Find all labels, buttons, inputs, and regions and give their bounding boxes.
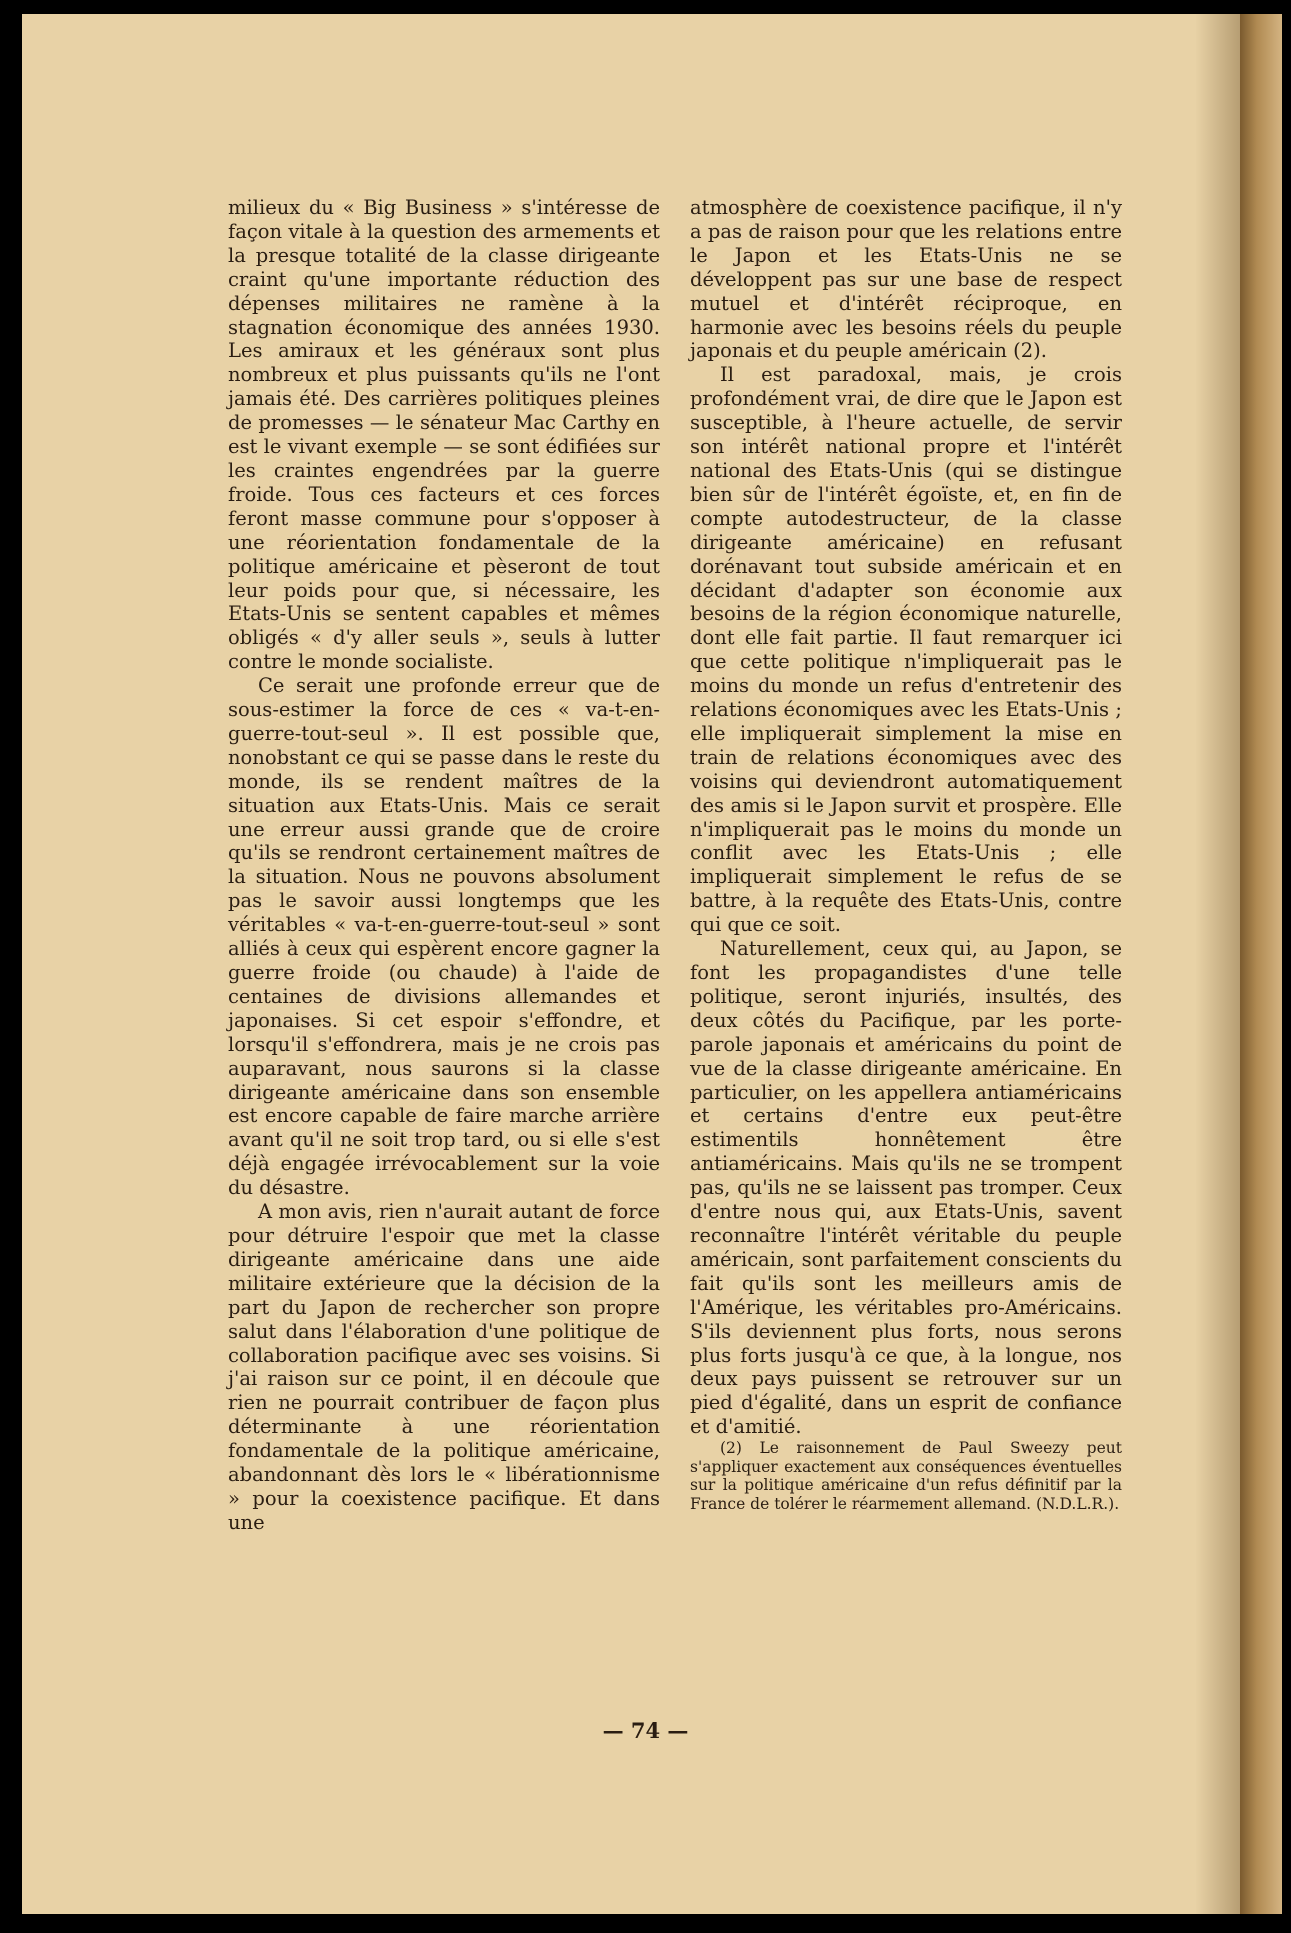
paragraph: Naturellement, ceux qui, au Japon, se font les propagandistes d'une telle politique, seront injuriés, insultés, des deux côtés du Pacifique, par les porte-parole japonais et américains du point de vue de la classe dirigeante américaine. En particulier, on les appellera antiaméricains et certains d'entre eux peut-être estimentils honnêtement être antiaméricains. Mais qu'ils ne se trompent pas, qu'ils ne se laissent pas tromper. Ceux d'entre nous qui, aux Etats-Unis, savent reconnaître l'intérêt véritable du peuple américain, sont parfaitement conscients du fait qu'ils sont les meilleurs amis de l'Amérique, les véritables pro-Américains. S'ils deviennent plus forts, nous serons plus forts jusqu'à ce que, à la longue, nos deux pays puissent se retrouver sur un pied d'égalité, dans un esprit de confiance et d'amitié. (690, 937, 1122, 1439)
page-number: — 74 — (602, 1718, 689, 1743)
paragraph: atmosphère de coexistence pacifique, il n'y a pas de raison pour que les relations entre le Japon et les Etats-Unis ne se développent pas sur une base de respect mutuel et d'intérêt réciproque, en harmonie avec les besoins réels du peuple japonais et du peuple américain (2). (690, 196, 1122, 363)
paragraph: A mon avis, rien n'aurait autant de force pour détruire l'espoir que met la classe dirigeante américaine dans une aide militaire extérieure que la décision de la part du Japon de rechercher son propre salut dans l'élaboration d'une politique de collaboration pacifique avec ses voisins. Si j'ai raison sur ce point, il en découle que rien ne pourrait contribuer de façon plus déterminante à une réorientation fondamentale de la politique américaine, abandonnant dès lors le « libérationnisme » pour la coexistence pacifique. Et dans une (228, 1200, 660, 1534)
paragraph: Il est paradoxal, mais, je crois profondément vrai, de dire que le Japon est susceptible, à l'heure actuelle, de servir son intérêt national propre et l'intérêt national des Etats-Unis (qui se distingue bien sûr de l'intérêt égoïste, et, en fin de compte autodestructeur, de la classe dirigeante américaine) en refusant dorénavant tout subside américain et en décidant d'adapter son économie aux besoins de la région économique naturelle, dont elle fait partie. Il faut remarquer ici que cette politique n'impliquerait pas le moins du monde un refus d'entretenir des relations économiques avec les Etats-Unis ; elle impliquerait simplement la mise en train de relations économiques avec des voisins qui deviendront automatiquement des amis si le Japon survit et prospère. Elle n'impliquerait pas le moins du monde un conflit avec les Etats-Unis ; elle impliquerait simplement le refus de se battre, à la requête des Etats-Unis, contre qui que ce soit. (690, 363, 1122, 937)
paragraph: milieux du « Big Business » s'intéresse de façon vitale à la question des armements et la presque totalité de la classe dirigeante craint qu'une importante réduction des dépenses militaires ne ramène à la stagnation économique des années 1930. Les amiraux et les généraux sont plus nombreux et plus puissants qu'ils ne l'ont jamais été. Des carrières politiques pleines de promesses — le sénateur Mac Carthy en est le vivant exemple — se sont édifiées sur les craintes engendrées par la guerre froide. Tous ces facteurs et ces forces feront masse commune pour s'opposer à une réorientation fondamentale de la politique américaine et pèseront de tout leur poids pour que, si nécessaire, les Etats-Unis se sentent capables et mêmes obligés « d'y aller seuls », seuls à lutter contre le monde socialiste. (228, 196, 660, 674)
gutter-shadow (1195, 14, 1240, 1914)
next-page-edge (1240, 14, 1282, 1914)
paragraph: Ce serait une profonde erreur que de sous-estimer la force de ces « va-t-en-guerre-tout-seul ». Il est possible que, nonobstant ce qui se passe dans le reste du monde, ils se rendent maîtres de la situation aux Etats-Unis. Mais ce serait une erreur aussi grande que de croire qu'ils se rendront certainement maîtres de la situation. Nous ne pouvons absolument pas le savoir aussi longtemps que les véritables « va-t-en-guerre-tout-seul » sont alliés à ceux qui espèrent encore gagner la guerre froide (ou chaude) à l'aide de centaines de divisions allemandes et japonaises. Si cet espoir s'effondre, et lorsqu'il s'effondrera, mais je ne crois pas auparavant, nous saurons si la classe dirigeante américaine dans son ensemble est encore capable de faire marche arrière avant qu'il ne soit trop tard, ou si elle s'est déjà engagée irrévocablement sur la voie du désastre. (228, 674, 660, 1200)
right-column (690, 196, 1122, 1513)
footnote: (2) Le raisonnement de Paul Sweezy peut s'appliquer exactement aux conséquences éventuelles sur la politique américaine d'un refus définitif par la France de tolérer le réarmement allemand. (N.D.L.R.). (690, 1439, 1122, 1513)
left-column (228, 196, 660, 1535)
